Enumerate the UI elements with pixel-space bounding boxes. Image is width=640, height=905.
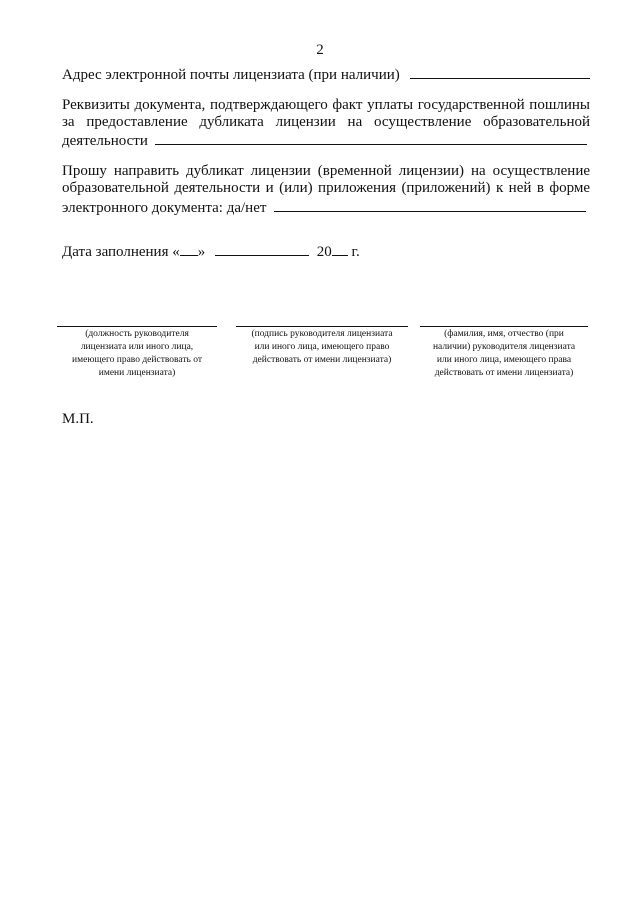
yes-no-field[interactable] bbox=[274, 197, 586, 212]
full-name-caption: (фамилия, имя, отчество (при наличии) руководителя лицензиата или иного лица, имеющего права действовать от имени лицензиата) bbox=[420, 326, 588, 380]
date-month-field[interactable] bbox=[215, 241, 309, 256]
email-field[interactable] bbox=[410, 64, 590, 79]
date-day-field[interactable] bbox=[180, 241, 198, 256]
date-quote-close: » bbox=[197, 244, 206, 260]
request-line-1: Прошу направить дубликат лицензии (временной лицензии) на осуществление bbox=[62, 163, 590, 179]
request-line-3 bbox=[62, 197, 590, 217]
payment-line-2: за предоставление дубликата лицензии на осуществление образовательной bbox=[62, 114, 590, 130]
date-year-prefix: 20 bbox=[316, 244, 332, 260]
email-label: Адрес электронной почты лицензиата (при наличии) bbox=[62, 67, 400, 83]
date-line bbox=[62, 241, 590, 261]
date-year-field[interactable] bbox=[332, 241, 348, 256]
payment-line-3 bbox=[62, 130, 590, 150]
email-line bbox=[62, 64, 590, 84]
request-line-2: образовательной деятельности и (или) приложения (приложений) к ней в форме bbox=[62, 180, 590, 196]
payment-details-field[interactable] bbox=[155, 130, 587, 145]
payment-line-1: Реквизиты документа, подтверждающего факт уплаты государственной пошлины bbox=[62, 97, 590, 113]
page-number: 2 bbox=[316, 42, 324, 58]
position-caption: (должность руководителя лицензиата или иного лица, имеющего право действовать от имени лицензиата) bbox=[57, 326, 217, 380]
date-year-suffix: г. bbox=[351, 244, 360, 260]
payment-line-3-text: деятельности bbox=[62, 133, 148, 149]
request-line-3-text: электронного документа: да/нет bbox=[62, 200, 267, 216]
stamp-place: М.П. bbox=[62, 411, 94, 427]
date-label: Дата заполнения « bbox=[62, 244, 180, 260]
signature-caption: (подпись руководителя лицензиата или иного лица, имеющего право действовать от имени лицензиата) bbox=[236, 326, 408, 367]
